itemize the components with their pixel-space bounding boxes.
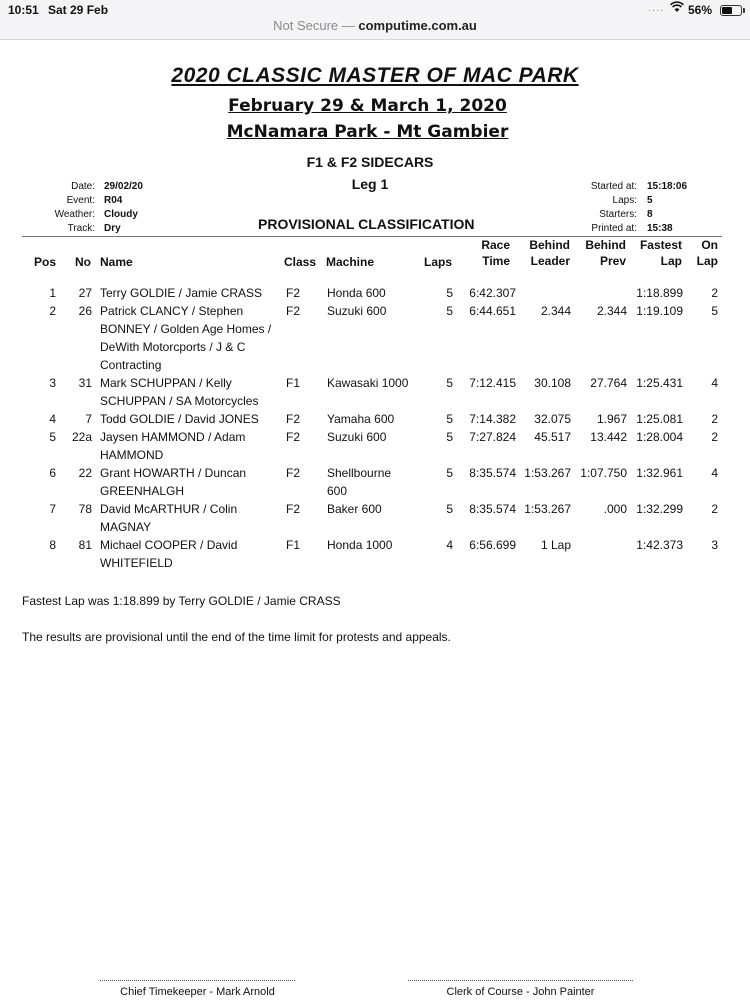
row-no: 78	[78, 502, 92, 516]
signature-timekeeper: Chief Timekeeper - Mark Arnold	[120, 986, 275, 998]
row-on-lap: 2	[711, 412, 718, 426]
row-no: 27	[78, 286, 92, 300]
row-class: F2	[286, 502, 301, 516]
meta-left-label: Event:	[66, 195, 95, 206]
row-laps: 4	[446, 538, 453, 552]
fastest-lap-note: Fastest Lap was 1:18.899 by Terry GOLDIE / Jamie CRASS	[22, 594, 341, 608]
row-pos: 7	[49, 502, 56, 516]
row-on-lap: 2	[711, 430, 718, 444]
row-class: F2	[286, 304, 301, 318]
address-host: computime.com.au	[358, 18, 477, 33]
row-behind-leader: 45.517	[534, 430, 571, 444]
meta-right-label: Started at:	[590, 181, 637, 192]
row-pos: 5	[49, 430, 56, 444]
meta-left-value: Cloudy	[104, 209, 138, 220]
row-machine: Kawasaki 1000	[327, 376, 409, 390]
row-laps: 5	[446, 502, 453, 516]
row-race-time: 8:35.574	[469, 466, 516, 480]
row-behind-prev: 27.764	[590, 376, 627, 390]
row-machine: Suzuki 600	[327, 304, 387, 318]
race-leg: Leg 1	[351, 176, 389, 192]
row-name: Todd GOLDIE / David JONES	[100, 412, 259, 426]
row-on-lap: 2	[711, 286, 718, 300]
row-pos: 4	[49, 412, 56, 426]
row-fastest-lap: 1:42.373	[636, 538, 683, 552]
battery-level	[722, 7, 732, 14]
row-behind-prev: 13.442	[590, 430, 627, 444]
row-name: Jaysen HAMMOND / Adam HAMMOND	[100, 430, 246, 462]
meta-right-label: Laps:	[612, 195, 637, 206]
status-time: 10:51	[8, 3, 39, 17]
event-title: 2020 CLASSIC MASTER OF MAC PARK	[171, 64, 579, 87]
row-behind-leader: 1 Lap	[540, 538, 571, 552]
wifi-icon	[670, 1, 684, 16]
row-no: 22	[78, 466, 92, 480]
row-class: F2	[286, 286, 301, 300]
row-name: Patrick CLANCY / Stephen BONNEY / Golden Age Homes / DeWith Motorcports / J & C Contracting	[100, 304, 272, 372]
meta-right-label: Printed at:	[591, 223, 637, 234]
meta-left-value: 29/02/20	[104, 181, 143, 192]
row-behind-leader: 1:53.267	[524, 502, 571, 516]
row-behind-prev: 2.344	[596, 304, 627, 318]
row-machine: Honda 1000	[327, 538, 393, 552]
row-fastest-lap: 1:25.431	[636, 376, 683, 390]
row-race-time: 6:56.699	[469, 538, 516, 552]
row-class: F1	[286, 376, 301, 390]
col-header-pos: Pos	[34, 255, 57, 269]
row-behind-prev: .000	[603, 502, 627, 516]
row-name: David McARTHUR / Colin MAGNAY	[100, 502, 238, 534]
row-race-time: 7:12.415	[469, 376, 516, 390]
col-header-behind-prev: Behind Prev	[585, 238, 626, 268]
classification-heading: PROVISIONAL CLASSIFICATION	[258, 216, 475, 232]
multitask-dots-icon[interactable]: ....	[648, 2, 665, 14]
row-laps: 5	[446, 466, 453, 480]
row-laps: 5	[446, 286, 453, 300]
row-on-lap: 2	[711, 502, 718, 516]
row-no: 26	[78, 304, 92, 318]
row-laps: 5	[446, 304, 453, 318]
battery-icon	[720, 5, 742, 16]
meta-left-label: Date:	[71, 181, 95, 192]
meta-left-label: Weather:	[54, 209, 95, 220]
battery-tip	[743, 8, 745, 13]
row-machine: Suzuki 600	[327, 430, 387, 444]
row-fastest-lap: 1:25.081	[636, 412, 683, 426]
row-class: F2	[286, 412, 301, 426]
row-pos: 8	[49, 538, 56, 552]
meta-left-label: Track:	[67, 223, 95, 234]
row-fastest-lap: 1:18.899	[636, 286, 683, 300]
row-machine: Baker 600	[327, 502, 382, 516]
row-behind-prev: 1:07.750	[580, 466, 627, 480]
row-name: Michael COOPER / David WHITEFIELD	[100, 538, 238, 570]
row-on-lap: 4	[711, 466, 718, 480]
row-race-time: 8:35.574	[469, 502, 516, 516]
row-class: F2	[286, 466, 301, 480]
row-no: 22a	[71, 430, 92, 444]
event-venue: McNamara Park - Mt Gambier	[226, 122, 509, 142]
meta-right-value: 15:38	[647, 223, 673, 234]
col-header-class: Class	[284, 255, 317, 269]
row-pos: 2	[49, 304, 56, 318]
row-behind-leader: 2.344	[540, 304, 571, 318]
meta-left-value: R04	[104, 195, 123, 206]
race-category: F1 & F2 SIDECARS	[306, 154, 434, 170]
row-pos: 3	[49, 376, 56, 390]
row-name: Mark SCHUPPAN / Kelly SCHUPPAN / SA Motorcycles	[100, 376, 259, 408]
col-header-behind-leader: Behind Leader	[529, 238, 570, 268]
row-behind-leader: 32.075	[534, 412, 571, 426]
col-header-name: Name	[100, 255, 133, 269]
row-pos: 6	[49, 466, 56, 480]
row-fastest-lap: 1:32.299	[636, 502, 683, 516]
browser-top-bar	[0, 0, 750, 40]
row-behind-prev: 1.967	[596, 412, 627, 426]
row-race-time: 6:44.651	[469, 304, 516, 318]
meta-right-value: 8	[647, 209, 653, 220]
battery-percent: 56%	[688, 3, 713, 17]
col-header-laps: Laps	[423, 255, 452, 269]
row-race-time: 7:14.382	[469, 412, 516, 426]
row-fastest-lap: 1:32.961	[636, 466, 683, 480]
row-behind-leader: 30.108	[534, 376, 571, 390]
results-document	[0, 40, 750, 1000]
col-header-race-time: Race Time	[481, 238, 510, 268]
row-laps: 5	[446, 376, 453, 390]
signature-line-clerk	[408, 980, 633, 981]
col-header-no: No	[75, 255, 91, 269]
meta-right-label: Starters:	[599, 209, 637, 220]
row-machine: Honda 600	[327, 286, 386, 300]
row-behind-leader: 1:53.267	[524, 466, 571, 480]
row-laps: 5	[446, 412, 453, 426]
row-no: 31	[78, 376, 92, 390]
signature-clerk: Clerk of Course - John Painter	[446, 986, 595, 998]
col-header-on-lap: On Lap	[696, 238, 718, 268]
row-name: Terry GOLDIE / Jamie CRASS	[100, 286, 263, 300]
event-dates: February 29 & March 1, 2020	[228, 96, 507, 116]
address-bar[interactable]	[0, 18, 750, 33]
row-laps: 5	[446, 430, 453, 444]
provisional-note: The results are provisional until the end of the time limit for protests and appeals.	[22, 630, 451, 644]
row-no: 7	[85, 412, 92, 426]
row-on-lap: 3	[711, 538, 718, 552]
row-name: Grant HOWARTH / Duncan GREENHALGH	[100, 466, 247, 498]
row-fastest-lap: 1:19.109	[636, 304, 683, 318]
row-on-lap: 4	[711, 376, 718, 390]
not-secure-label: Not Secure —	[273, 18, 359, 33]
row-on-lap: 5	[711, 304, 718, 318]
meta-right-value: 5	[647, 195, 653, 206]
row-fastest-lap: 1:28.004	[636, 430, 683, 444]
row-machine: Yamaha 600	[327, 412, 395, 426]
row-pos: 1	[49, 286, 56, 300]
row-no: 81	[78, 538, 92, 552]
meta-left-value: Dry	[104, 223, 121, 234]
status-date: Sat 29 Feb	[48, 3, 109, 17]
row-class: F2	[286, 430, 301, 444]
col-header-fastest-lap: Fastest Lap	[639, 238, 682, 268]
meta-right-value: 15:18:06	[647, 181, 688, 192]
row-race-time: 7:27.824	[469, 430, 516, 444]
row-class: F1	[286, 538, 301, 552]
row-machine: Shellbourne 600	[327, 466, 392, 498]
signature-line-timekeeper	[100, 980, 295, 981]
col-header-machine: Machine	[326, 255, 375, 269]
results-table	[0, 40, 750, 1000]
row-race-time: 6:42.307	[469, 286, 516, 300]
